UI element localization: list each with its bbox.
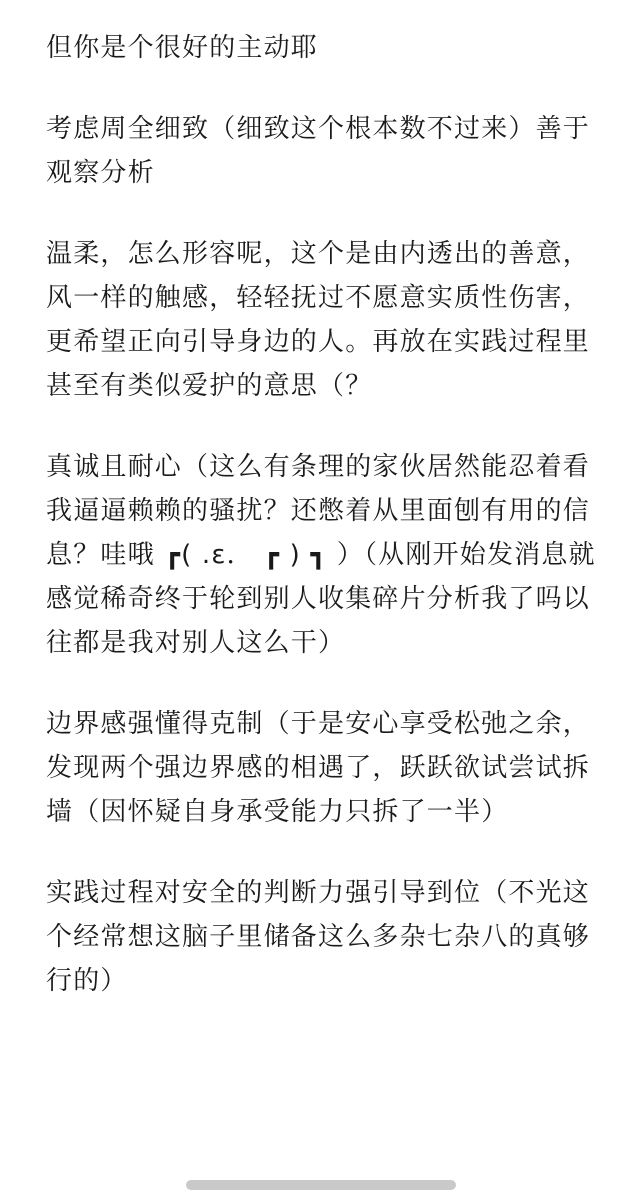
note-paragraph-4: 真诚且耐心（这么有条理的家伙居然能忍着看我逼逼赖赖的骚扰？还憋着从里面刨有用的信息？哇哦 ┏( .ε． ┏ ) ┓ ）（从刚开始发消息就感觉稀奇终于轮到别人收集碎片分析我了吗以往都是我对别人这么干） [46, 452, 596, 658]
home-indicator-bar[interactable] [186, 1180, 456, 1190]
note-paragraph-2: 考虑周全细致（细致这个根本数不过来）善于观察分析 [46, 114, 591, 188]
note-paragraph-3: 温柔，怎么形容呢，这个是由内透出的善意，风一样的触感，轻轻抚过不愿意实质性伤害，更希望正向引导身边的人。再放在实践过程里甚至有类似爱护的意思（？ [46, 239, 591, 401]
note-paragraph-6: 实践过程对安全的判断力强引导到位（不光这个经常想这脑子里储备这么多杂七杂八的真够行的） [46, 878, 591, 996]
note-paragraph-1: 但你是个很好的主动耶 [46, 33, 319, 63]
note-body [46, 26, 606, 1040]
note-paragraph-5: 边界感强懂得克制（于是安心享受松弛之余，发现两个强边界感的相遇了，跃跃欲试尝试拆墙（因怀疑自身承受能力只拆了一半） [46, 709, 591, 827]
